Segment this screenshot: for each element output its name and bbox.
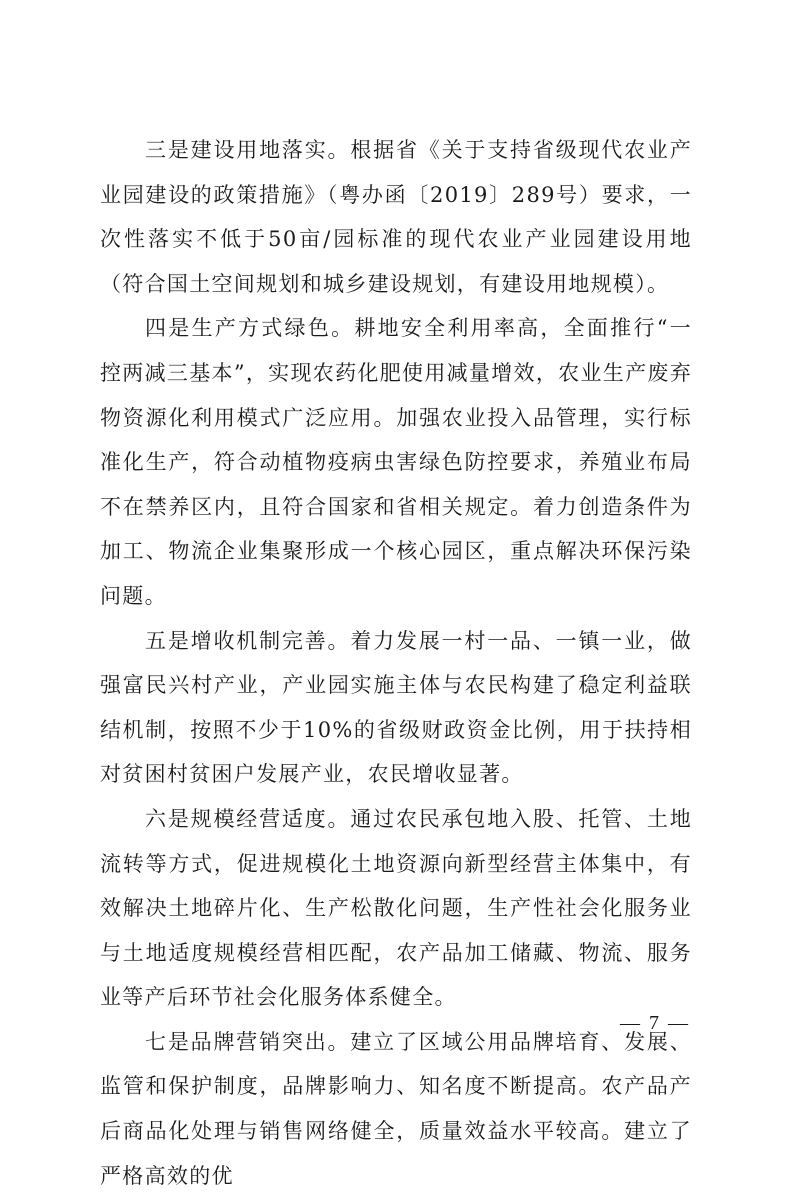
paragraph-land-use: 三是建设用地落实。根据省《关于支持省级现代农业产业园建设的政策措施》（粤办函〔2019〕289号）要求，一次性落实不低于50亩/园标准的现代农业产业园建设用地（符合国土空间规划和城乡建设规划，有建设用地规模）。 <box>100 138 692 296</box>
paragraph-scale-operation: 六是规模经营适度。通过农民承包地入股、托管、土地流转等方式，促进规模化土地资源向新型经营主体集中，有效解决土地碎片化、生产松散化问题，生产性社会化服务业与土地适度规模经营相匹配，农产品加工储藏、物流、服务业等产后环节社会化服务体系健全。 <box>100 806 692 1010</box>
paragraph-brand-marketing: 七是品牌营销突出。建立了区域公用品牌培育、发展、监管和保护制度，品牌影响力、知名度不断提高。农产品产后商品化处理与销售网络健全，质量效益水平较高。建立了严格高效的优 <box>100 1029 692 1188</box>
paragraph-green-production: 四是生产方式绿色。耕地安全利用率高，全面推行“一控两减三基本”，实现农药化肥使用减量增效，农业生产废弃物资源化利用模式广泛应用。加强农业投入品管理，实行标准化生产，符合动植物疫病虫害绿色防控要求，养殖业布局不在禁养区内，且符合国家和省相关规定。着力创造条件为加工、物流企业集聚形成一个核心园区，重点解决环保污染问题。 <box>100 316 692 608</box>
paragraph-income-mechanism: 五是增收机制完善。着力发展一村一品、一镇一业，做强富民兴村产业，产业园实施主体与农民构建了稳定利益联结机制，按照不少于10%的省级财政资金比例，用于扶持相对贫困村贫困户发展产业，农民增收显著。 <box>100 628 692 787</box>
page-number: — 7 — <box>620 1012 690 1034</box>
body-text <box>100 128 692 1198</box>
